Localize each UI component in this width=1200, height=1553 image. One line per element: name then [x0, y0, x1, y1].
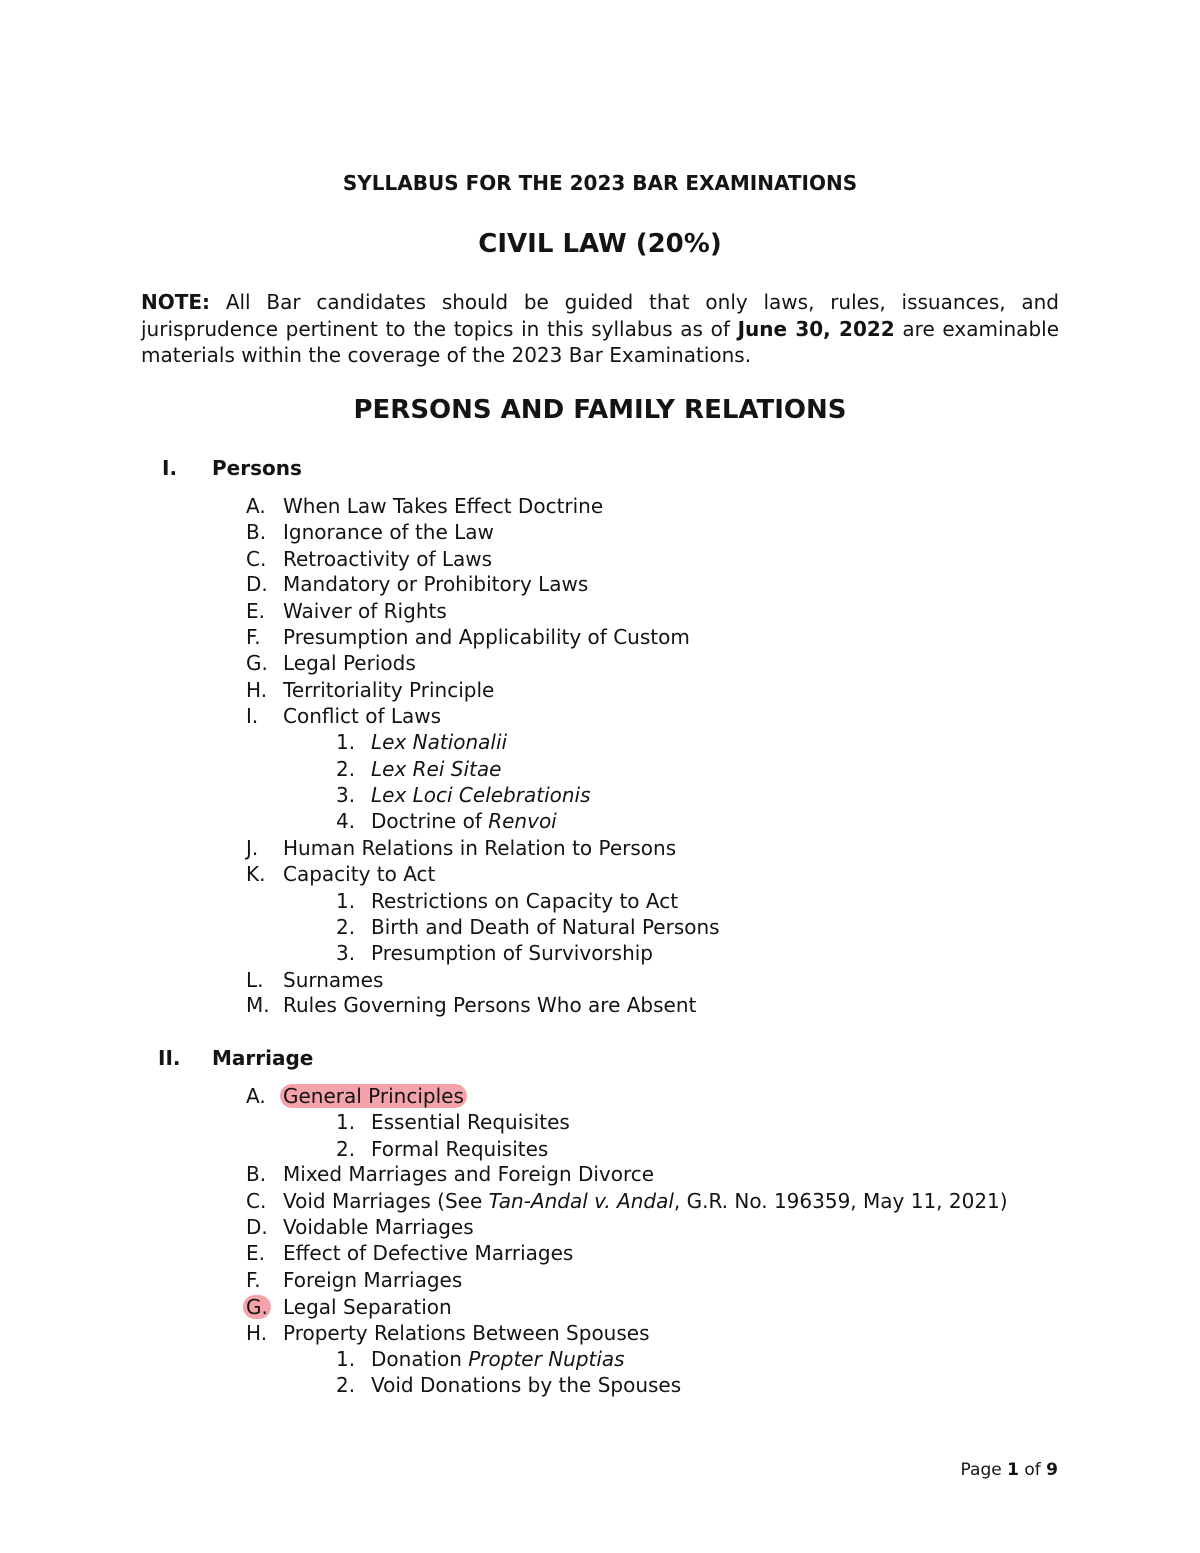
- list-item-plain: Void Marriages (See: [283, 1189, 489, 1213]
- sub-item: Essential Requisites: [371, 1110, 570, 1134]
- highlight-mark: G.: [243, 1295, 271, 1319]
- list-item-letter: C.: [246, 547, 267, 571]
- page-number: [961, 1460, 1058, 1480]
- section-number: I.: [162, 456, 178, 480]
- page-current: 1: [1007, 1460, 1019, 1480]
- list-item: When Law Takes Effect Doctrine: [283, 494, 604, 518]
- highlight-mark: General Principles: [280, 1084, 467, 1108]
- section-title: Persons: [212, 456, 302, 480]
- list-item-letter: F.: [246, 625, 261, 649]
- sub-item-italic: Propter Nuptias: [468, 1347, 625, 1371]
- list-item: Human Relations in Relation to Persons: [283, 836, 677, 860]
- list-item-letter: E.: [246, 1241, 265, 1265]
- section-title: Marriage: [212, 1046, 314, 1070]
- list-item-letter: H.: [246, 678, 268, 702]
- page-total: 9: [1046, 1460, 1058, 1480]
- list-item-letter: L.: [246, 968, 264, 992]
- list-item: [283, 1188, 1008, 1214]
- page-of: of: [1018, 1460, 1047, 1480]
- sub-item-plain: Doctrine of: [371, 809, 489, 833]
- sub-item: Presumption of Survivorship: [371, 941, 654, 965]
- note-text-1: All Bar candidates should be guided that only laws, rules, issuances, and jurisprudence pertinent to the topics in this syllabus as of: [141, 290, 1059, 341]
- list-item-letter-highlighted: [246, 1294, 271, 1320]
- part-title: PERSONS AND FAMILY RELATIONS: [353, 395, 847, 425]
- sub-item-number: 1.: [336, 730, 356, 754]
- sub-item-number: 1.: [336, 1110, 356, 1134]
- case-name: Tan-Andal v. Andal: [488, 1189, 674, 1213]
- list-item: Mixed Marriages and Foreign Divorce: [283, 1162, 655, 1186]
- list-item: Retroactivity of Laws: [283, 547, 493, 571]
- sub-item: Restrictions on Capacity to Act: [371, 889, 679, 913]
- list-item: Property Relations Between Spouses: [283, 1321, 650, 1345]
- subject-heading: CIVIL LAW (20%): [478, 229, 722, 259]
- list-item: Conflict of Laws: [283, 704, 442, 728]
- list-item-letter: I.: [246, 704, 259, 728]
- sub-item: Lex Rei Sitae: [371, 757, 502, 781]
- list-item: Ignorance of the Law: [283, 520, 494, 544]
- list-item: Surnames: [283, 968, 384, 992]
- sub-item: Lex Loci Celebrationis: [371, 783, 591, 807]
- list-item: Mandatory or Prohibitory Laws: [283, 572, 589, 596]
- list-item-letter: K.: [246, 862, 266, 886]
- list-item-letter: J.: [246, 836, 259, 860]
- sub-item-plain: Donation: [371, 1347, 469, 1371]
- section-number: II.: [158, 1046, 181, 1070]
- sub-item-number: 4.: [336, 809, 356, 833]
- sub-item: [371, 808, 557, 834]
- list-item: Presumption and Applicability of Custom: [283, 625, 690, 649]
- list-item-letter: H.: [246, 1321, 268, 1345]
- list-item: Foreign Marriages: [283, 1268, 463, 1292]
- document-title: SYLLABUS FOR THE 2023 BAR EXAMINATIONS: [342, 171, 858, 195]
- list-item: Waiver of Rights: [283, 599, 447, 623]
- list-item-letter: G.: [246, 651, 268, 675]
- list-item-letter: B.: [246, 520, 267, 544]
- sub-item-number: 2.: [336, 1137, 356, 1161]
- sub-item-number: 2.: [336, 757, 356, 781]
- note-paragraph: [141, 289, 1059, 369]
- list-item-letter: A.: [246, 494, 266, 518]
- list-item-letter: C.: [246, 1189, 267, 1213]
- list-item: Capacity to Act: [283, 862, 436, 886]
- note-text-2: are examinable materials within the coverage of the 2023 Bar Examinations.: [141, 316, 1059, 367]
- sub-item-number: 1.: [336, 889, 356, 913]
- sub-item: [371, 1346, 625, 1372]
- note-date: June 30, 2022: [737, 316, 895, 341]
- list-item-letter: B.: [246, 1162, 267, 1186]
- page-label: Page: [960, 1460, 1008, 1480]
- sub-item: Formal Requisites: [371, 1137, 549, 1161]
- list-item-letter: D.: [246, 572, 268, 596]
- sub-item-number: 3.: [336, 941, 356, 965]
- list-item: Territoriality Principle: [283, 678, 495, 702]
- list-item-letter: D.: [246, 1215, 268, 1239]
- list-item-letter: M.: [246, 993, 270, 1017]
- list-item-letter: F.: [246, 1268, 261, 1292]
- list-item: Effect of Defective Marriages: [283, 1241, 574, 1265]
- list-item: Rules Governing Persons Who are Absent: [283, 993, 697, 1017]
- list-item-highlighted: [283, 1083, 467, 1109]
- list-item: Voidable Marriages: [283, 1215, 474, 1239]
- sub-item-number: 1.: [336, 1347, 356, 1371]
- list-item-letter: E.: [246, 599, 265, 623]
- list-item: Legal Periods: [283, 651, 416, 675]
- list-item: Legal Separation: [283, 1295, 452, 1319]
- sub-item: Birth and Death of Natural Persons: [371, 915, 720, 939]
- sub-item-number: 2.: [336, 915, 356, 939]
- sub-item: Lex Nationalii: [371, 730, 508, 754]
- sub-item-italic: Renvoi: [488, 809, 557, 833]
- list-item-plain: , G.R. No. 196359, May 11, 2021): [673, 1189, 1008, 1213]
- sub-item-number: 3.: [336, 783, 356, 807]
- sub-item-number: 2.: [336, 1373, 356, 1397]
- sub-item: Void Donations by the Spouses: [371, 1373, 682, 1397]
- list-item-letter: A.: [246, 1084, 266, 1108]
- note-label: NOTE:: [141, 290, 211, 314]
